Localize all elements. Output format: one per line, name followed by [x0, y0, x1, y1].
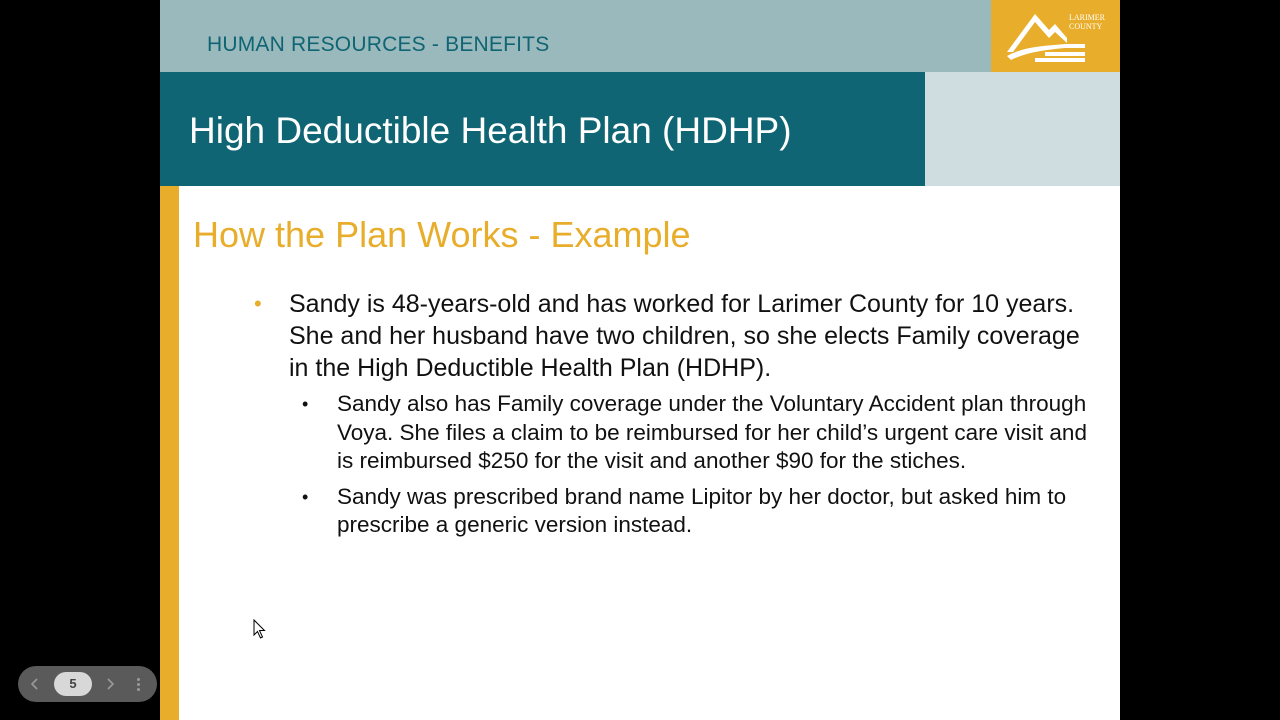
- slide-navigation-bar: [18, 666, 157, 702]
- county-logo: [991, 0, 1120, 72]
- chevron-left-icon[interactable]: [28, 675, 42, 693]
- presentation-slide: [160, 0, 1120, 720]
- bullet-list: [254, 288, 1094, 547]
- sub-bullet-text: Sandy also has Family coverage under the Voluntary Accident plan through Voya. She files a claim to be reimbursed for her child’s urgent care visit and is reimbursed $250 for the visit and another $90 for the stiches.: [337, 391, 1087, 473]
- title-band: [160, 72, 925, 186]
- department-label: HUMAN RESOURCES - BENEFITS: [207, 33, 550, 56]
- bullet-dot-icon: •: [302, 394, 309, 414]
- slide-subtitle: How the Plan Works - Example: [193, 214, 691, 255]
- mouse-cursor-icon: [253, 619, 267, 644]
- title-side-panel: [925, 72, 1120, 186]
- sub-bullet-item: [254, 390, 1094, 476]
- more-vertical-icon[interactable]: [131, 675, 145, 693]
- accent-bar: [160, 186, 179, 720]
- header-band: [160, 0, 1120, 72]
- chevron-right-icon[interactable]: [103, 675, 117, 693]
- slide-title: High Deductible Health Plan (HDHP): [189, 110, 792, 151]
- bullet-dot-icon: •: [254, 291, 262, 316]
- bullet-text: Sandy is 48-years-old and has worked for Larimer County for 10 years. She and her husband have two children, so she elects Family coverage in the High Deductible Health Plan (HDHP).: [289, 290, 1080, 382]
- bullet-dot-icon: •: [302, 486, 309, 507]
- page-number-indicator[interactable]: 5: [54, 672, 92, 696]
- logo-wordmark: LARIMER COUNTY: [1069, 13, 1105, 31]
- sub-bullet-list: [289, 390, 1094, 540]
- bullet-item: [254, 288, 1094, 540]
- sub-bullet-item: [254, 483, 1094, 540]
- sub-bullet-text: Sandy was prescribed brand name Lipitor by her doctor, but asked him to prescribe a generic version instead.: [337, 483, 1067, 537]
